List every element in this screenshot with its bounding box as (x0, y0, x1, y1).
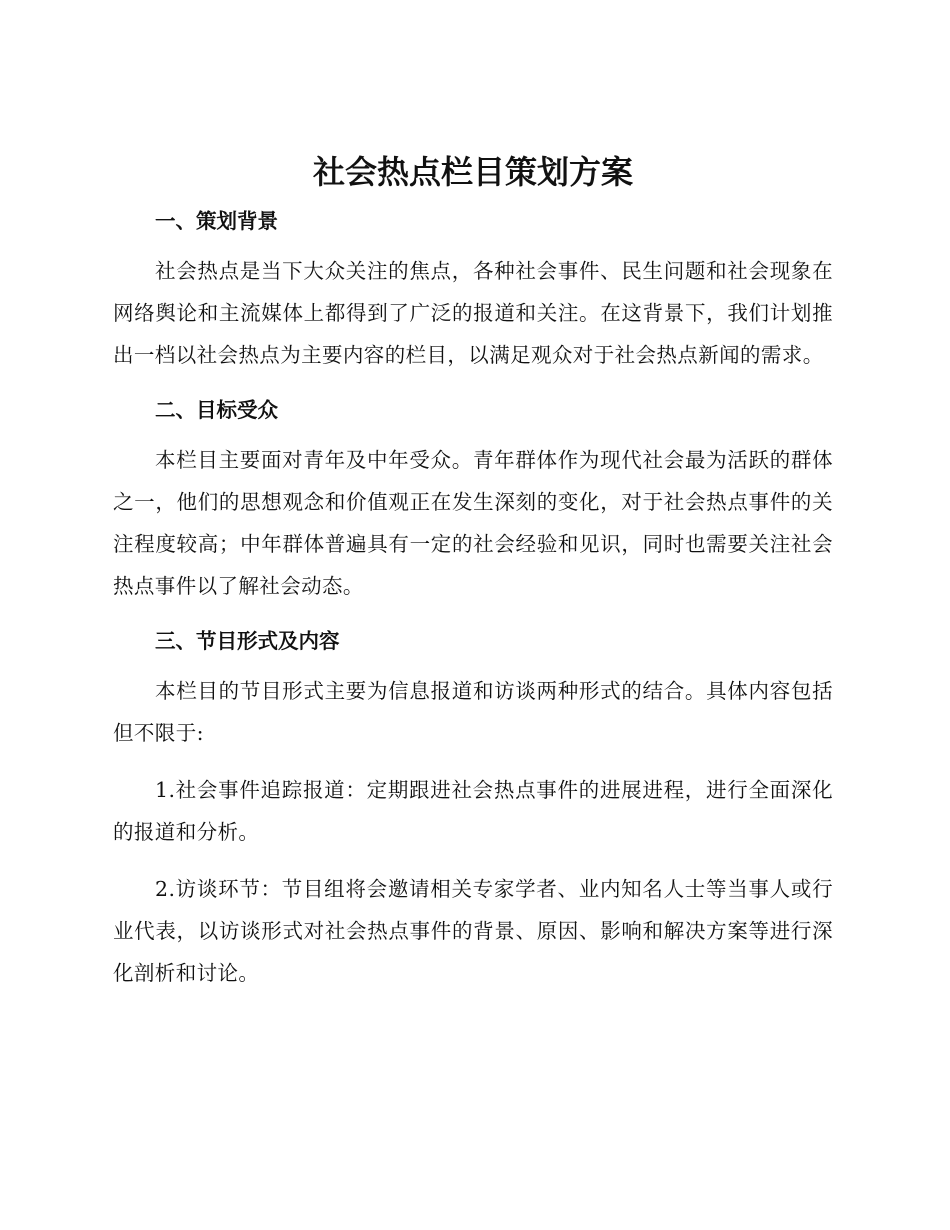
paragraph-format-item-2: 2.访谈环节：节目组将会邀请相关专家学者、业内知名人士等当事人或行业代表，以访谈形式对社会热点事件的背景、原因、影响和解决方案等进行深化剖析和讨论。 (113, 877, 833, 985)
document-title: 社会热点栏目策划方案 (312, 153, 633, 191)
section-heading-format: 三、节目形式及内容 (155, 629, 340, 653)
section-heading-background: 一、策划背景 (155, 209, 278, 233)
paragraph-audience: 本栏目主要面对青年及中年受众。青年群体作为现代社会最为活跃的群体之一，他们的思想观念和价值观正在发生深刻的变化，对于社会热点事件的关注程度较高；中年群体普遍具有一定的社会经验和见识，同时也需要关注社会热点事件以了解社会动态。 (113, 448, 833, 598)
paragraph-format-intro: 本栏目的节目形式主要为信息报道和访谈两种形式的结合。具体内容包括但不限于: (113, 679, 833, 745)
paragraph-format-item-1: 1.社会事件追踪报道：定期跟进社会热点事件的进展进程，进行全面深化的报道和分析。 (113, 778, 833, 844)
section-heading-audience: 二、目标受众 (155, 398, 278, 422)
document-body (113, 150, 833, 994)
paragraph-background: 社会热点是当下大众关注的焦点，各种社会事件、民生问题和社会现象在网络舆论和主流媒体上都得到了广泛的报道和关注。在这背景下，我们计划推出一档以社会热点为主要内容的栏目，以满足观众对于社会热点新闻的需求。 (113, 259, 833, 367)
